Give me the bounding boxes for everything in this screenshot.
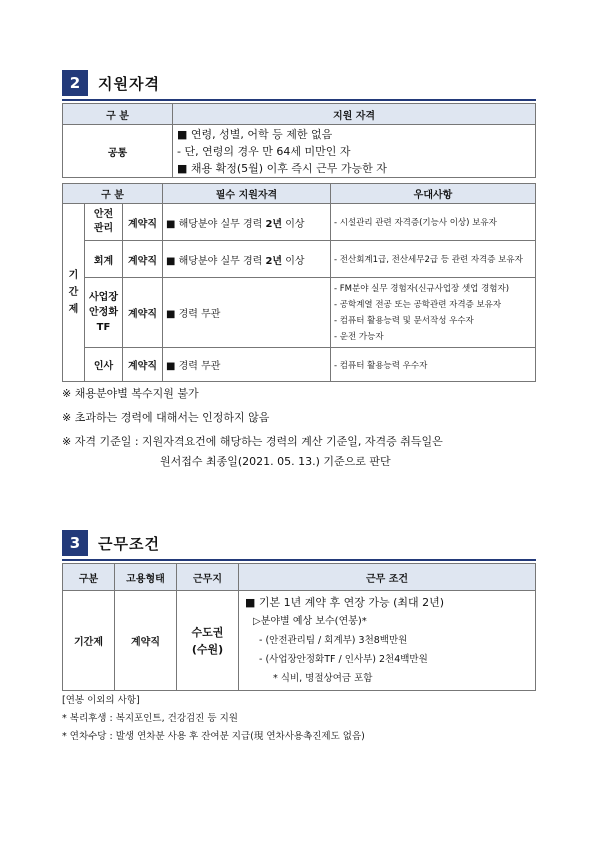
header-category: 구 분 [63, 184, 163, 204]
note: ※ 초과하는 경력에 대해서는 인정하지 않음 [62, 411, 270, 424]
header-category: 구 분 [63, 104, 173, 125]
header-qualification: 지원 자격 [173, 104, 536, 125]
header-location: 근무지 [177, 564, 239, 591]
working-conditions-table [62, 563, 536, 691]
qualification-common-table [62, 103, 536, 178]
condition-line: ▷분야별 예상 보수(연봉)* [253, 616, 367, 627]
dept-label: 인사 [85, 348, 123, 382]
preferred-qualification [331, 348, 536, 382]
location-value: 수도권 (수원) [177, 591, 239, 691]
preferred-qualification [331, 241, 536, 278]
section-2-header [62, 70, 160, 96]
conditions-cell [239, 591, 536, 691]
condition-line: ■ 기본 1년 계약 후 연장 가능 (최대 2년) [245, 596, 445, 609]
required-qualification [163, 204, 331, 241]
section-rule [62, 99, 536, 101]
dept-label: 안전 관리 [85, 204, 123, 241]
extra-line: * 연차수당 : 발생 연차분 사용 후 잔여분 지급(現 연차사용촉진제도 없음) [62, 731, 365, 742]
required-qualification [163, 241, 331, 278]
note: ※ 자격 기준일 : 지원자격요건에 해당하는 경력의 계산 기준일, 자격증 취득일은 [62, 435, 443, 448]
header-preferred: 우대사항 [331, 184, 536, 204]
section-number: 2 [62, 70, 88, 96]
employment-type: 계약직 [123, 278, 163, 348]
dept-label: 사업장 안정화 TF [85, 278, 123, 348]
required-text: ■ 해당분야 실무 경력 [166, 255, 266, 267]
section-title: 근무조건 [98, 534, 160, 553]
required-text: 이상 [282, 218, 305, 230]
required-years: 2년 [265, 218, 283, 230]
preferred-item: - FM분야 실무 경험자(신규사업장 셋업 경험자) [334, 283, 510, 294]
required-text: 이상 [282, 255, 305, 267]
required-text: ■ 경력 무관 [166, 309, 221, 320]
preferred-item: - 운전 가능자 [334, 331, 384, 342]
group-label-contract: 기 간 제 [63, 204, 85, 382]
section-title: 지원자격 [98, 74, 160, 93]
required-years: 2년 [265, 255, 283, 267]
common-line: - 단, 연령의 경우 만 64세 미만인 자 [177, 144, 351, 158]
employment-type: 계약직 [123, 348, 163, 382]
common-line: ■ 채용 확정(5월) 이후 즉시 근무 가능한 자 [177, 161, 387, 175]
required-qualification [163, 278, 331, 348]
header-required: 필수 지원자격 [163, 184, 331, 204]
required-text: ■ 해당분야 실무 경력 [166, 218, 266, 230]
section-rule [62, 559, 536, 561]
header-category: 구분 [63, 564, 115, 591]
preferred-item: - 전산회계1급, 전산세무2급 등 관련 자격증 보유자 [334, 255, 523, 265]
common-line: ■ 연령, 성별, 어학 등 제한 없음 [177, 127, 333, 141]
header-employment-type: 고용형태 [115, 564, 177, 591]
employment-type: 계약직 [123, 241, 163, 278]
preferred-item: - 시설관리 관련 자격증(기능사 이상) 보유자 [334, 218, 497, 228]
condition-line: - (안전관리팀 / 회계부) 3천8백만원 [259, 635, 408, 646]
required-qualification [163, 348, 331, 382]
header-conditions: 근무 조건 [239, 564, 536, 591]
required-text: ■ 경력 무관 [166, 361, 221, 372]
qualification-detail-table [62, 183, 536, 382]
common-qualification-cell [173, 125, 536, 178]
extra-line: * 복리후생 : 복지포인트, 건강검진 등 지원 [62, 713, 238, 724]
row-label-common: 공통 [63, 125, 173, 178]
category-value: 기간제 [63, 591, 115, 691]
preferred-qualification [331, 278, 536, 348]
note: 원서접수 최종일(2021. 05. 13.) 기준으로 판단 [160, 455, 391, 468]
preferred-item: - 공학계열 전공 또는 공학관련 자격증 보유자 [334, 299, 502, 310]
employment-type: 계약직 [123, 204, 163, 241]
preferred-item: - 컴퓨터 활용능력 및 문서작성 우수자 [334, 315, 474, 326]
employment-type-value: 계약직 [115, 591, 177, 691]
section-3-header [62, 530, 160, 556]
extra-heading: [연봉 이외의 사항] [62, 695, 140, 706]
note: ※ 채용분야별 복수지원 불가 [62, 387, 199, 400]
preferred-item: - 컴퓨터 활용능력 우수자 [334, 360, 428, 371]
condition-line: - (사업장안정화TF / 인사부) 2천4백만원 [259, 654, 428, 665]
dept-label: 회계 [85, 241, 123, 278]
condition-line: * 식비, 명절상여금 포함 [273, 673, 373, 684]
section-number: 3 [62, 530, 88, 556]
preferred-qualification [331, 204, 536, 241]
